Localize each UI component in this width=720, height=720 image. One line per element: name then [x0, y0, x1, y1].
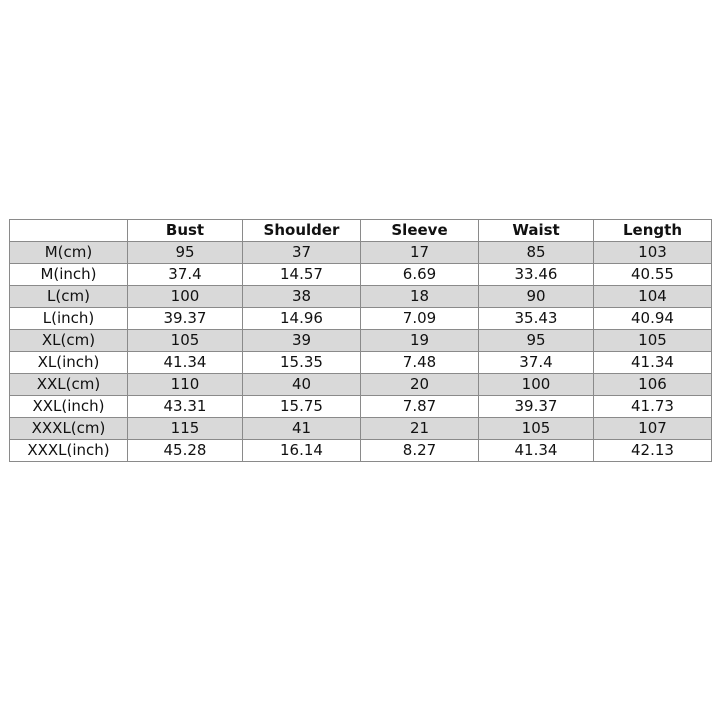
waist-cell: 37.4: [479, 352, 594, 374]
shoulder-cell: 39: [243, 330, 361, 352]
table-row: [10, 264, 712, 286]
size-label-cell: XL(cm): [10, 330, 128, 352]
table-row: [10, 308, 712, 330]
length-cell: 42.13: [594, 440, 712, 462]
waist-cell: 39.37: [479, 396, 594, 418]
size-label-cell: M(cm): [10, 242, 128, 264]
sleeve-cell: 8.27: [361, 440, 479, 462]
length-cell: 105: [594, 330, 712, 352]
shoulder-cell: 40: [243, 374, 361, 396]
header-cell-shoulder: Shoulder: [243, 220, 361, 242]
shoulder-cell: 38: [243, 286, 361, 308]
size-label-cell: XXL(inch): [10, 396, 128, 418]
waist-cell: 105: [479, 418, 594, 440]
waist-cell: 35.43: [479, 308, 594, 330]
sleeve-cell: 17: [361, 242, 479, 264]
header-cell-sleeve: Sleeve: [361, 220, 479, 242]
size-label-cell: L(cm): [10, 286, 128, 308]
shoulder-cell: 16.14: [243, 440, 361, 462]
table-row: [10, 352, 712, 374]
shoulder-cell: 15.75: [243, 396, 361, 418]
bust-cell: 39.37: [128, 308, 243, 330]
bust-cell: 110: [128, 374, 243, 396]
size-label-cell: L(inch): [10, 308, 128, 330]
waist-cell: 85: [479, 242, 594, 264]
sleeve-cell: 20: [361, 374, 479, 396]
bust-cell: 95: [128, 242, 243, 264]
sleeve-cell: 7.48: [361, 352, 479, 374]
bust-cell: 45.28: [128, 440, 243, 462]
length-cell: 107: [594, 418, 712, 440]
table-row: [10, 242, 712, 264]
sleeve-cell: 21: [361, 418, 479, 440]
waist-cell: 41.34: [479, 440, 594, 462]
header-cell-size: [10, 220, 128, 242]
sleeve-cell: 6.69: [361, 264, 479, 286]
length-cell: 40.55: [594, 264, 712, 286]
size-label-cell: M(inch): [10, 264, 128, 286]
size-label-cell: XXXL(inch): [10, 440, 128, 462]
length-cell: 41.34: [594, 352, 712, 374]
length-cell: 106: [594, 374, 712, 396]
bust-cell: 37.4: [128, 264, 243, 286]
sleeve-cell: 19: [361, 330, 479, 352]
bust-cell: 100: [128, 286, 243, 308]
length-cell: 41.73: [594, 396, 712, 418]
table-row: [10, 374, 712, 396]
bust-cell: 105: [128, 330, 243, 352]
waist-cell: 100: [479, 374, 594, 396]
length-cell: 104: [594, 286, 712, 308]
table-row: [10, 330, 712, 352]
bust-cell: 41.34: [128, 352, 243, 374]
sleeve-cell: 18: [361, 286, 479, 308]
shoulder-cell: 14.96: [243, 308, 361, 330]
table-body: [10, 242, 712, 462]
size-label-cell: XXXL(cm): [10, 418, 128, 440]
header-cell-waist: Waist: [479, 220, 594, 242]
length-cell: 103: [594, 242, 712, 264]
shoulder-cell: 14.57: [243, 264, 361, 286]
shoulder-cell: 41: [243, 418, 361, 440]
header-cell-bust: Bust: [128, 220, 243, 242]
table-row: [10, 418, 712, 440]
waist-cell: 33.46: [479, 264, 594, 286]
shoulder-cell: 37: [243, 242, 361, 264]
header-cell-length: Length: [594, 220, 712, 242]
bust-cell: 43.31: [128, 396, 243, 418]
table-row: [10, 396, 712, 418]
waist-cell: 90: [479, 286, 594, 308]
table-row: [10, 440, 712, 462]
sleeve-cell: 7.87: [361, 396, 479, 418]
size-label-cell: XXL(cm): [10, 374, 128, 396]
waist-cell: 95: [479, 330, 594, 352]
sleeve-cell: 7.09: [361, 308, 479, 330]
bust-cell: 115: [128, 418, 243, 440]
shoulder-cell: 15.35: [243, 352, 361, 374]
table-row: [10, 286, 712, 308]
size-chart-table: [9, 219, 712, 462]
length-cell: 40.94: [594, 308, 712, 330]
table-header-row: [10, 220, 712, 242]
size-label-cell: XL(inch): [10, 352, 128, 374]
